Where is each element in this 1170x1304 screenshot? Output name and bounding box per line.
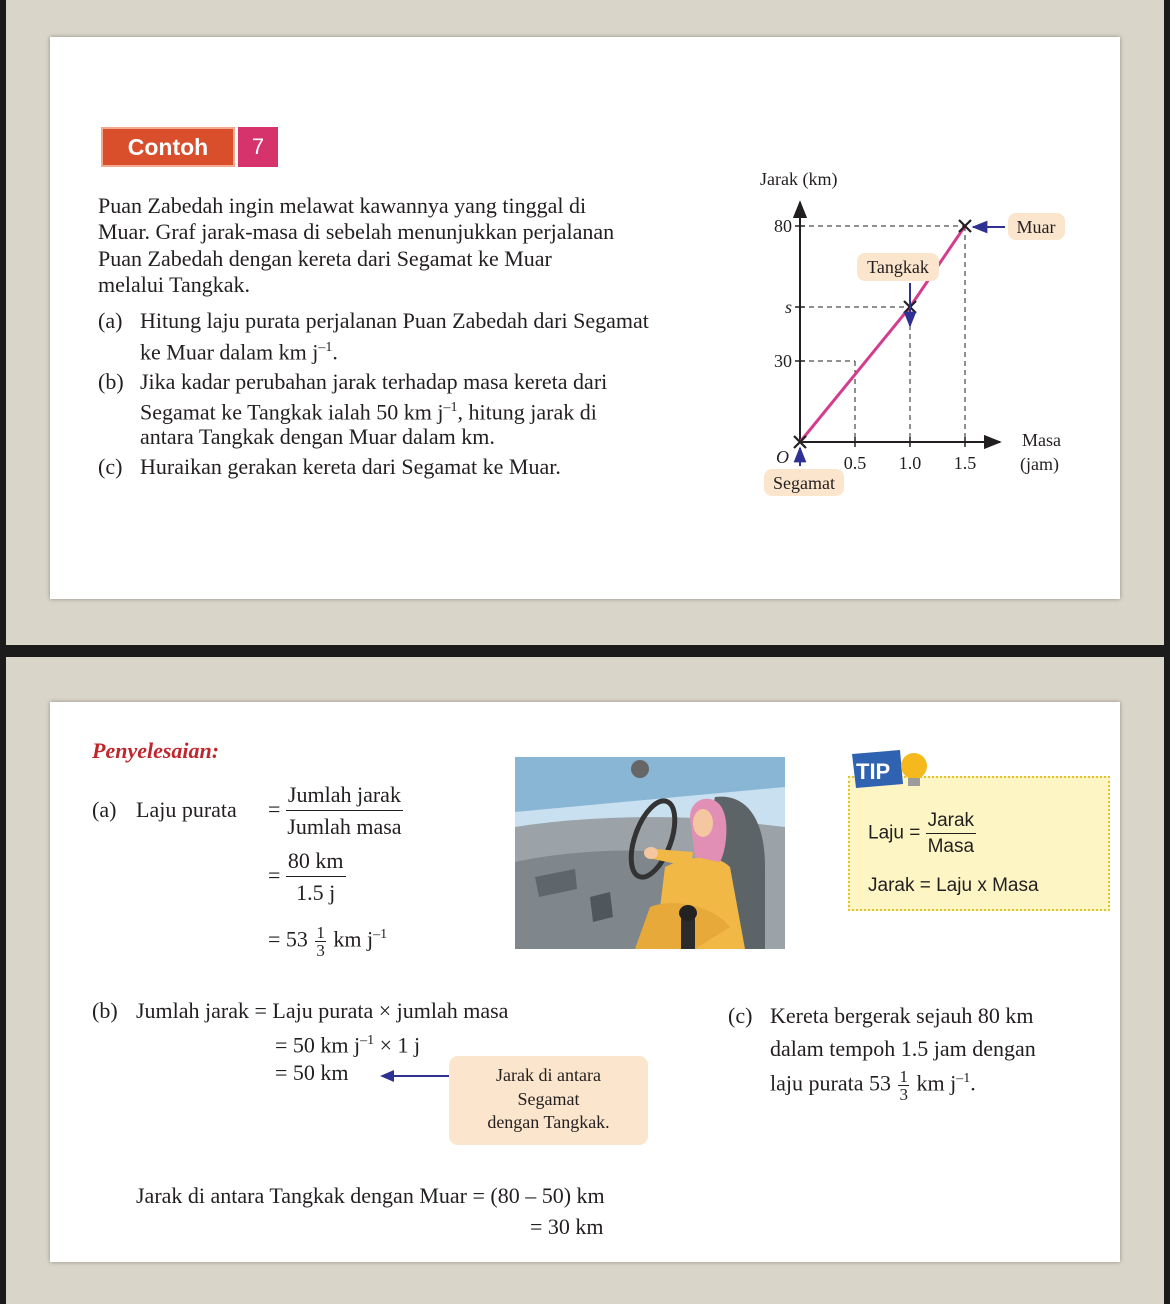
x-axis-label: Masa (1022, 430, 1061, 450)
question-label: (a) (98, 308, 123, 333)
solution-step: Jumlah jarak = Laju purata × jumlah masa (136, 998, 509, 1023)
solution-step: = 30 km (530, 1214, 604, 1239)
x-tick-label: 0.5 (843, 453, 867, 473)
question-text: ke Muar dalam km $j^{-1}$. (140, 339, 338, 365)
solution-step: = 50 km (275, 1060, 349, 1085)
muar-callout-label: Muar (1016, 217, 1056, 237)
series-segment (800, 307, 910, 442)
laju-purata-text: Laju purata (136, 797, 237, 822)
solution-label: (c) (728, 1003, 753, 1028)
question-label: (b) (98, 369, 124, 394)
question-text: Segamat ke Tangkak ialah 50 km $j^{-1}$, hitung jarak di (140, 399, 597, 425)
segamat-callout-label: Segamat (773, 473, 835, 493)
intro-line: Puan Zabedah ingin melawat kawannya yang tinggal di (98, 193, 587, 218)
note-line: Segamat (517, 1088, 580, 1109)
origin-label: O (776, 447, 789, 467)
intro-line: melalui Tangkak. (98, 272, 251, 297)
distance-time-graph (0, 0, 1170, 600)
solution-label: (a) (92, 797, 117, 822)
y-tick-label: s (784, 297, 792, 317)
x-tick-label: 1.0 (898, 453, 922, 473)
intro-line: Muar. Graf jarak-masa di sebelah menunjukkan perjalanan (98, 219, 615, 244)
tip-label: TIP (856, 759, 891, 784)
woman-driving-car-illustration (515, 757, 785, 949)
solution-text: Kereta bergerak sejauh 80 km (770, 1003, 1034, 1028)
note-arrow (380, 1066, 460, 1086)
example-badge-number: 7 (238, 127, 278, 167)
tip-formula-jarak: Jarak = Laju x Masa (868, 875, 1039, 896)
solution-step: Jarak di antara Tangkak dengan Muar = (80 – 50) km (136, 1183, 605, 1208)
y-axis-label: Jarak (km) (760, 169, 838, 189)
example-badge-word: Contoh (101, 127, 235, 167)
tangkak-callout-label: Tangkak (867, 257, 929, 277)
solution-step: = 50 km $j^{-1} \times 1$ j (275, 1032, 421, 1058)
note-line: Jarak di antara (496, 1065, 601, 1085)
x-axis-label: (jam) (1020, 454, 1059, 474)
y-tick-label: 80 (774, 216, 792, 236)
question-text: Huraikan gerakan kereta dari Segamat ke Muar. (140, 454, 561, 479)
question-text: Hitung laju purata perjalanan Puan Zabedah dari Segamat (140, 308, 649, 333)
note-line: dengan Tangkak. (487, 1112, 610, 1132)
question-text: antara Tangkak dengan Muar dalam km. (140, 424, 495, 449)
lightbulb-icon (901, 753, 927, 779)
solution-text: dalam tempoh 1.5 jam dengan (770, 1036, 1036, 1061)
intro-line: Puan Zabedah dengan kereta dari Segamat ke Muar (98, 246, 552, 271)
equation-step: = $\frac{\text{Jumlah jarak}}{\text{Jumlah masa}}$ (268, 782, 402, 839)
solution-text: laju purata 53 $\frac{1}{3}$ km $j^{-1}$. (770, 1066, 976, 1104)
tip-formula-laju: Laju = $\frac{\text{Jarak}}{\text{Masa}}$ (868, 810, 975, 857)
equation-step: = $\frac{80 km}{1.5 j}$ (268, 848, 344, 905)
x-tick-label: 1.5 (953, 453, 977, 473)
question-label: (c) (98, 454, 123, 479)
tip-badge (848, 744, 930, 796)
y-tick-label: 30 (774, 351, 792, 371)
solution-heading: Penyelesaian: (92, 738, 220, 763)
solution-label: (b) (92, 998, 118, 1023)
equation-result: = 53 $\frac{1}{3}$ km $j^{-1}$ (268, 922, 388, 960)
question-text: Jika kadar perubahan jarak terhadap masa kereta dari (140, 369, 608, 394)
note-callout (449, 1056, 648, 1145)
